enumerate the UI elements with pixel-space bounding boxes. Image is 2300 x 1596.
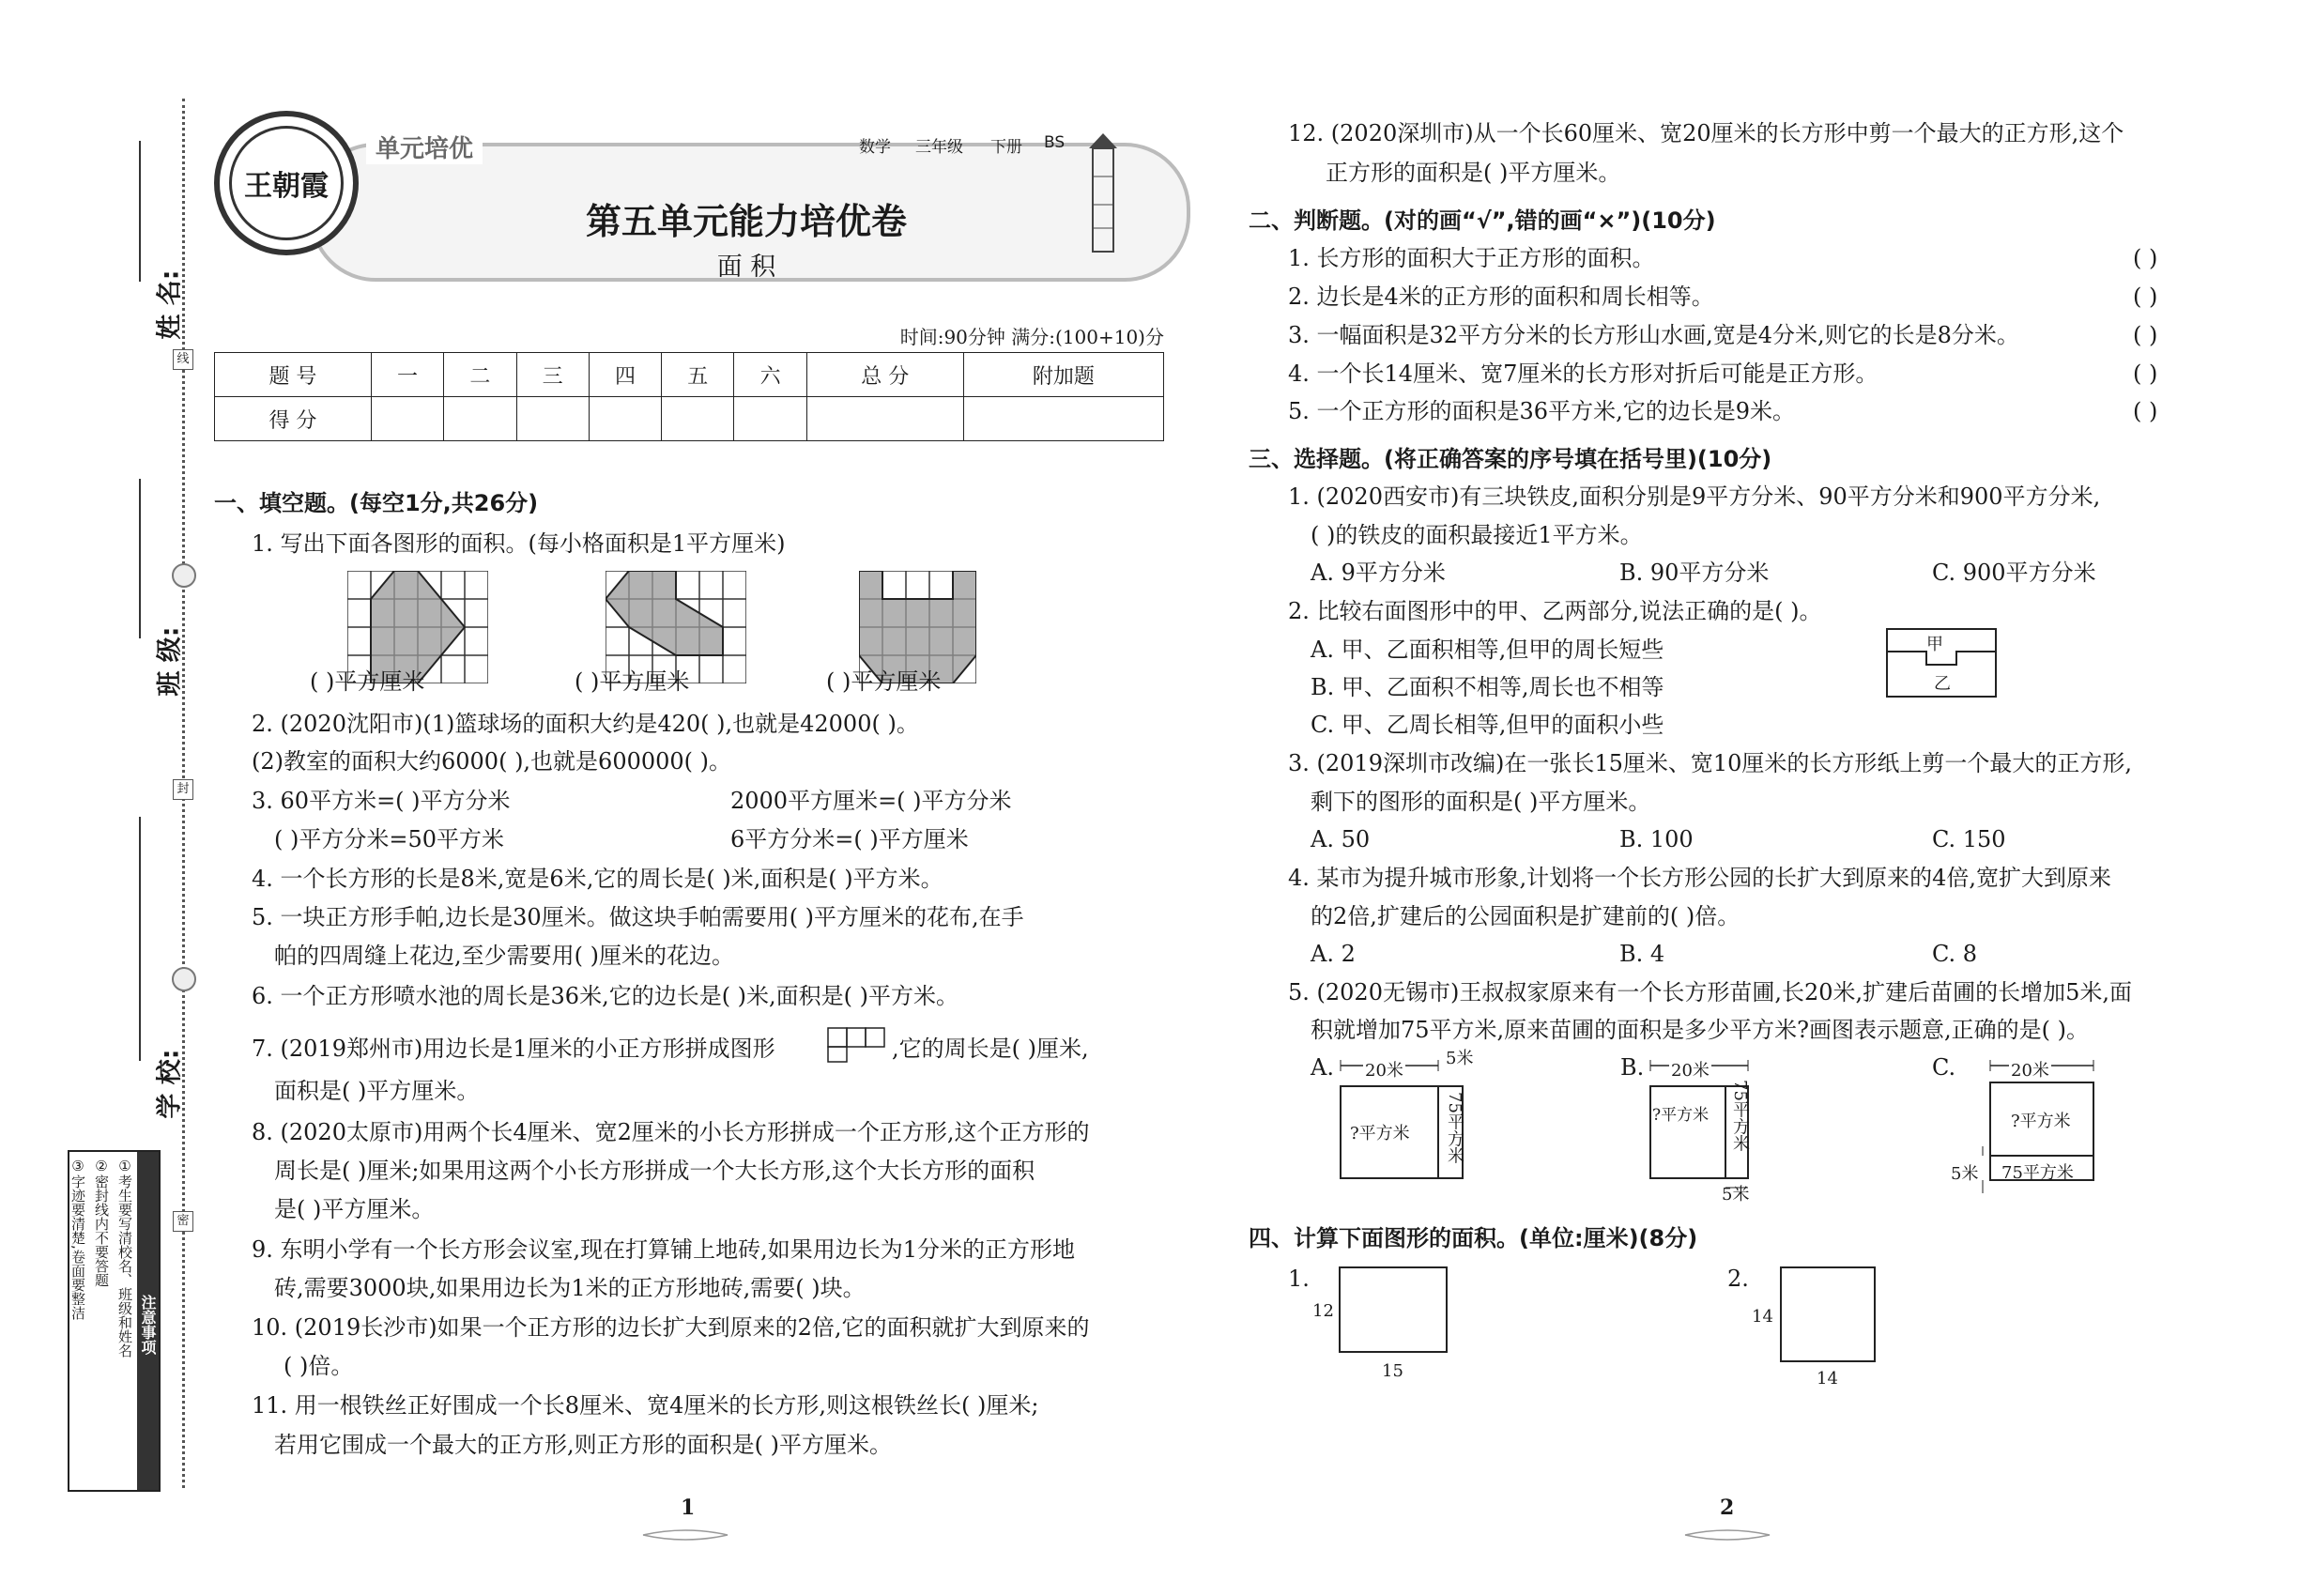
score-cell[interactable] — [963, 397, 1163, 441]
q1-blank-2[interactable]: ( )平方厘米 — [575, 668, 690, 695]
calc-2-square — [1779, 1266, 1878, 1365]
logo-text: 王朝霞 — [229, 126, 344, 240]
name-field[interactable] — [139, 141, 141, 282]
school-label: 学 校: — [155, 1049, 185, 1119]
choice-1-opt-a: A. 9平方分米 — [1311, 560, 1446, 586]
calc-1-num: 1. — [1288, 1266, 1310, 1292]
table-cell: 总 分 — [806, 353, 963, 397]
table-cell: 一 — [371, 353, 443, 397]
calc-2-num: 2. — [1727, 1266, 1749, 1292]
page-ornament-icon — [638, 1526, 732, 1544]
notice-item: ③字迹要清楚,卷面要整洁 — [69, 1158, 86, 1320]
choice-2: 2. 比较右面图形中的甲、乙两部分,说法正确的是( )。 — [1288, 598, 1822, 624]
question-2a: 2. (2020沈阳市)(1)篮球场的面积大约是420( ),也就是42000( )。 — [252, 711, 919, 737]
table-cell: 附加题 — [963, 353, 1163, 397]
judge-item-4: 4. 一个长14厘米、宽7厘米的长方形对折后可能是正方形。 — [1288, 361, 1878, 387]
table-cell: 三 — [516, 353, 589, 397]
figure-label-yi: 乙 — [1934, 674, 1951, 694]
grid-figure-3 — [859, 571, 976, 683]
question-9b: 砖,需要3000块,如果用边长为1米的正方形地砖,需要( )块。 — [274, 1275, 866, 1301]
fig-b-diagram — [1643, 1056, 1793, 1211]
score-cell[interactable] — [589, 397, 661, 441]
notice-item: ①考生要写清校名、班级和姓名 — [116, 1158, 133, 1358]
score-cell[interactable] — [806, 397, 963, 441]
fig-c-side-dim: 5米 — [1951, 1164, 1979, 1184]
choice-4b: 的2倍,扩建后的公园面积是扩建前的( )倍。 — [1311, 903, 1740, 929]
judge-item-2: 2. 边长是4米的正方形的面积和周长相等。 — [1288, 284, 1714, 310]
question-7b: 面积是( )平方厘米。 — [274, 1078, 480, 1104]
question-8c: 是( )平方厘米。 — [274, 1196, 435, 1222]
score-cell[interactable] — [662, 397, 734, 441]
section-4-heading: 四、计算下面图形的面积。(单位:厘米)(8分) — [1249, 1225, 1698, 1251]
table-row — [215, 353, 1164, 397]
choice-1-opt-b: B. 90平方分米 — [1619, 560, 1770, 586]
name-label: 姓 名: — [155, 269, 185, 340]
notice-item: ②密封线内不要答题 — [93, 1158, 110, 1287]
fig-c-added: 75平方米 — [2001, 1163, 2074, 1183]
page-number-right: 2 — [1720, 1496, 1735, 1520]
cut-mark-secret: 密 — [173, 1211, 193, 1232]
fig-c-label: C. — [1932, 1054, 1956, 1081]
question-9a: 9. 东明小学有一个长方形会议室,现在打算铺上地砖,如果用边长为1分米的正方形地 — [252, 1236, 1076, 1263]
choice-4a: 4. 某市为提升城市形象,计划将一个长方形公园的长扩大到原来的4倍,宽扩大到原来 — [1288, 865, 2112, 891]
page-subtitle: 面 积 — [716, 253, 776, 282]
calc-1-rect — [1338, 1266, 1450, 1356]
staple-icon — [172, 967, 196, 991]
fig-a-label: A. — [1311, 1054, 1334, 1081]
judge-item-1: 1. 长方形的面积大于正方形的面积。 — [1288, 245, 1655, 271]
fig-b-top-dim: 20米 — [1669, 1057, 1711, 1082]
cut-mark-seal: 封 — [173, 779, 193, 800]
question-11b: 若用它围成一个最大的正方形,则正方形的面积是( )平方厘米。 — [274, 1432, 892, 1458]
question-12b: 正方形的面积是( )平方厘米。 — [1326, 160, 1621, 186]
choice-5b: 积就增加75平方米,原来苗圃的面积是多少平方米?画图表示题意,正确的是( )。 — [1311, 1017, 2090, 1043]
table-cell: 题 号 — [215, 353, 372, 397]
calc-2-width: 14 — [1817, 1369, 1838, 1389]
time-info: 时间:90分钟 满分:(100+10)分 — [899, 326, 1164, 348]
class-field[interactable] — [139, 479, 141, 638]
unit-tag: 单元培优 — [366, 130, 483, 164]
class-label: 班 级: — [155, 626, 185, 697]
volume: 下册 — [990, 138, 1022, 157]
question-8b: 周长是( )厘米;如果用这两个小长方形拼成一个大长方形,这个大长方形的面积 — [274, 1158, 1035, 1184]
judge-blank-2[interactable]: ( ) — [2133, 284, 2158, 310]
fig-b-area: ?平方米 — [1652, 1106, 1710, 1125]
question-6: 6. 一个正方形喷水池的周长是36米,它的边长是( )米,面积是( )平方米。 — [252, 983, 959, 1009]
question-2b: (2)教室的面积大约6000( ),也就是600000( )。 — [252, 748, 732, 775]
fig-c-top-dim: 20米 — [2009, 1057, 2051, 1082]
judge-blank-5[interactable]: ( ) — [2133, 398, 2158, 424]
q1-blank-3[interactable]: ( )平方厘米 — [826, 668, 942, 695]
grid-figure-2 — [606, 571, 746, 683]
section-3-heading: 三、选择题。(将正确答案的序号填在括号里)(10分) — [1249, 446, 1772, 472]
fig-b-side-dim: 5米 — [1722, 1185, 1750, 1205]
edition: BS — [1044, 133, 1066, 152]
question-3a-1: 3. 60平方米=( )平方分米 — [252, 788, 511, 814]
calc-2-height: 14 — [1752, 1307, 1773, 1327]
cut-mark-line: 线 — [173, 349, 193, 370]
question-8a: 8. (2020太原市)用两个长4厘米、宽2厘米的小长方形拼成一个正方形,这个正方形的 — [252, 1119, 1090, 1145]
section-2-heading: 二、判断题。(对的画“√”,错的画“×”)(10分) — [1249, 207, 1716, 234]
question-7a-post: ,它的周长是( )厘米, — [892, 1036, 1089, 1062]
score-table — [214, 352, 1164, 441]
page-number-left: 1 — [681, 1496, 696, 1520]
choice-3a: 3. (2019深圳市改编)在一张长15厘米、宽10厘米的长方形纸上剪一个最大的正方形, — [1288, 750, 2133, 776]
choice-1a: 1. (2020西安市)有三块铁皮,面积分别是9平方分米、90平方分米和900平方分米, — [1288, 483, 2101, 510]
question-10a: 10. (2019长沙市)如果一个正方形的边长扩大到原来的2倍,它的面积就扩大到原来的 — [252, 1314, 1090, 1341]
choice-2-opt-b: B. 甲、乙面积不相等,周长也不相等 — [1311, 674, 1664, 700]
notice-box — [68, 1150, 161, 1492]
fig-a-top-dim: 20米 — [1363, 1057, 1405, 1082]
fig-a-side-dim: 5米 — [1446, 1049, 1474, 1068]
question-7a-pre: 7. (2019郑州市)用边长是1厘米的小正方形拼成图形 — [252, 1036, 775, 1062]
fig-a-added: 75平方米 — [1445, 1092, 1464, 1164]
section-1-heading: 一、填空题。(每空1分,共26分) — [214, 490, 539, 516]
question-5b: 帕的四周缝上花边,至少需要用( )厘米的花边。 — [274, 943, 734, 969]
question-12a: 12. (2020深圳市)从一个长60厘米、宽20厘米的长方形中剪一个最大的正方形,这个 — [1288, 120, 2124, 146]
judge-item-3: 3. 一幅面积是32平方分米的长方形山水画,宽是4分米,则它的长是8分米。 — [1288, 322, 2019, 348]
question-5a: 5. 一块正方形手帕,边长是30厘米。做这块手帕需要用( )平方厘米的花布,在手 — [252, 904, 1024, 930]
score-cell[interactable] — [734, 397, 806, 441]
calc-1-height: 12 — [1312, 1301, 1334, 1321]
judge-blank-3[interactable]: ( ) — [2133, 322, 2158, 348]
table-row — [215, 397, 1164, 441]
choice-3-opt-c: C. 150 — [1932, 826, 2006, 852]
notice-title: 注意事项 — [137, 1152, 159, 1490]
fig-c-area: ?平方米 — [2011, 1112, 2071, 1131]
judge-blank-4[interactable]: ( ) — [2133, 361, 2158, 387]
choice-5a: 5. (2020无锡市)王叔叔家原来有一个长方形苗圃,长20米,扩建后苗圃的长增加5米,面 — [1288, 979, 2133, 1005]
table-cell: 二 — [444, 353, 516, 397]
question-3b-2: 6平方分米=( )平方厘米 — [730, 826, 969, 852]
page-title: 第五单元能力培优卷 — [585, 201, 907, 242]
table-cell: 四 — [589, 353, 661, 397]
score-cell[interactable] — [516, 397, 589, 441]
choice-2-opt-c: C. 甲、乙周长相等,但甲的面积小些 — [1311, 712, 1664, 738]
question-1: 1. 写出下面各图形的面积。(每小格面积是1平方厘米) — [252, 530, 786, 557]
choice-3-opt-b: B. 100 — [1619, 826, 1694, 852]
table-cell: 得 分 — [215, 397, 372, 441]
question-10b: ( )倍。 — [284, 1353, 354, 1379]
judge-item-5: 5. 一个正方形的面积是36平方米,它的边长是9米。 — [1288, 398, 1795, 424]
fig-a-area: ?平方米 — [1350, 1124, 1410, 1143]
score-cell[interactable] — [371, 397, 443, 441]
choice-3-opt-a: A. 50 — [1311, 826, 1371, 852]
question-4: 4. 一个长方形的长是8米,宽是6米,它的周长是( )米,面积是( )平方米。 — [252, 866, 943, 892]
grade: 三年级 — [915, 138, 963, 157]
school-field[interactable] — [139, 817, 141, 1061]
score-cell[interactable] — [444, 397, 516, 441]
question-3b-1: ( )平方分米=50平方米 — [274, 826, 505, 852]
choice-1b: ( )的铁皮的面积最接近1平方米。 — [1311, 522, 1643, 548]
choice-1-opt-c: C. 900平方分米 — [1932, 560, 2096, 586]
choice-4-opt-a: A. 2 — [1311, 941, 1356, 967]
grid-figure-1 — [347, 571, 488, 683]
page-ornament-icon — [1680, 1526, 1774, 1544]
choice-4-opt-b: B. 4 — [1619, 941, 1665, 967]
calc-1-width: 15 — [1382, 1361, 1403, 1381]
fig-b-added: 75平方米 — [1730, 1080, 1750, 1152]
q1-blank-1[interactable]: ( )平方厘米 — [310, 668, 425, 695]
fig-b-label: B. — [1620, 1054, 1645, 1081]
choice-3b: 剩下的图形的面积是( )平方厘米。 — [1311, 789, 1651, 815]
staple-icon — [172, 563, 196, 588]
question-3a-2: 2000平方厘米=( )平方分米 — [730, 788, 1012, 814]
table-cell: 六 — [734, 353, 806, 397]
question-11a: 11. 用一根铁丝正好围成一个长8厘米、宽4厘米的长方形,则这根铁丝长( )厘米; — [252, 1392, 1039, 1419]
table-cell: 五 — [662, 353, 734, 397]
subject: 数学 — [859, 138, 891, 157]
small-squares-figure — [826, 1026, 886, 1064]
choice-4-opt-c: C. 8 — [1932, 941, 1978, 967]
choice-2-opt-a: A. 甲、乙面积相等,但甲的周长短些 — [1311, 637, 1664, 663]
figure-label-jia: 甲 — [1926, 635, 1943, 654]
judge-blank-1[interactable]: ( ) — [2133, 245, 2158, 271]
